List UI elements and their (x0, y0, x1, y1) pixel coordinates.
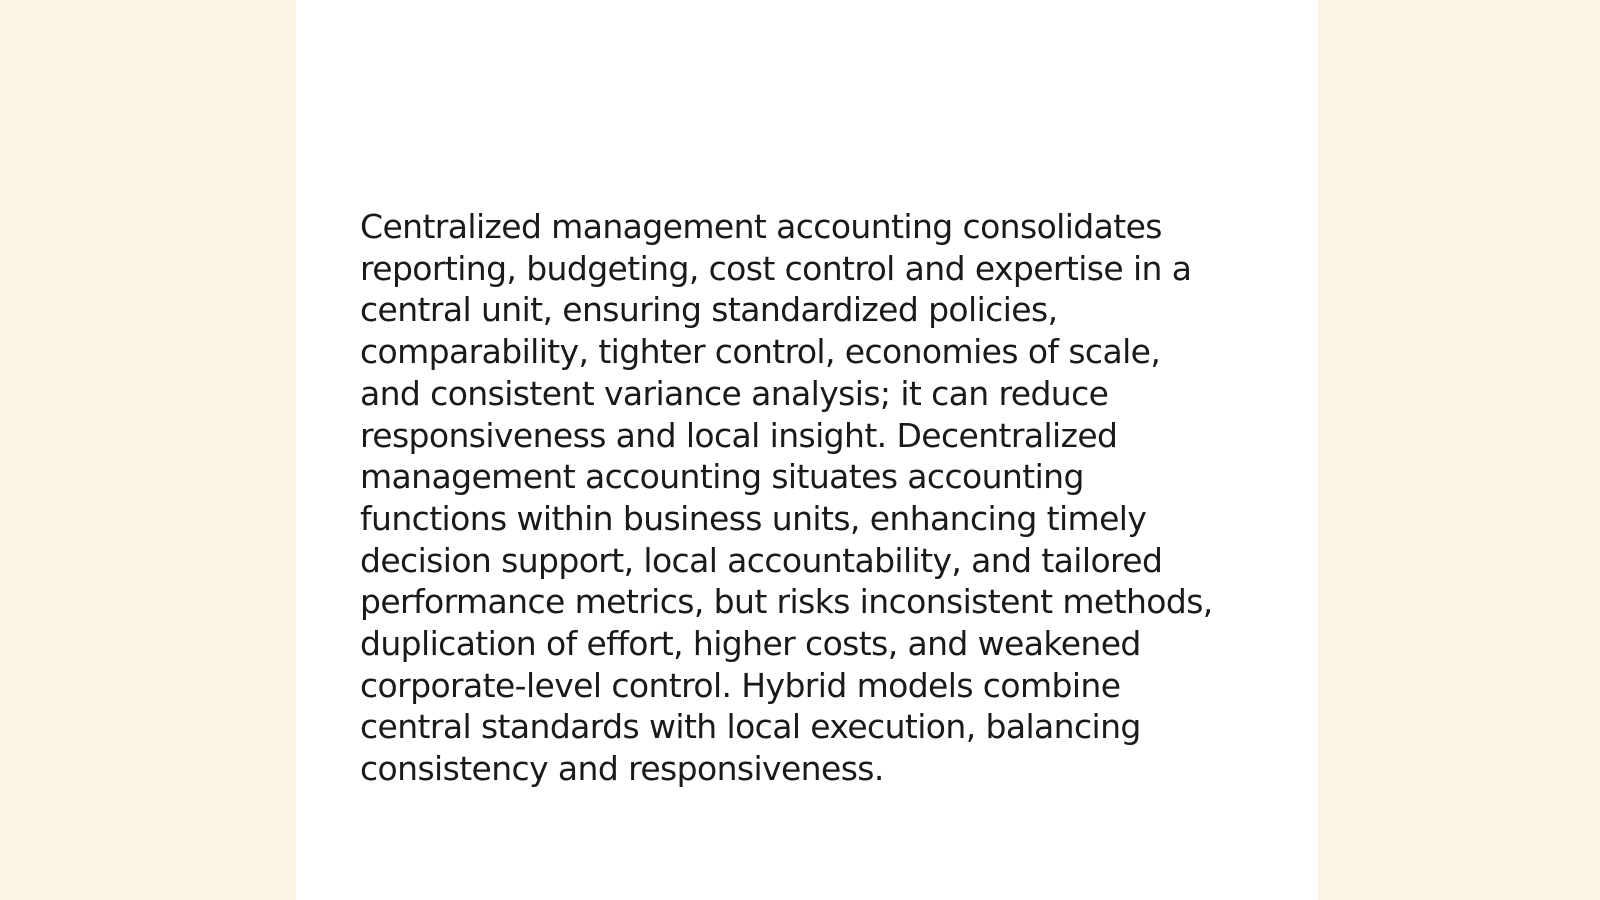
document-page (296, 0, 1318, 900)
body-paragraph: Centralized management accounting consolidates reporting, budgeting, cost control and expertise in a central unit, ensuring standardized policies, comparability, tighter control, economies of scale, and consistent variance analysis; it can reduce responsiveness and local insight. Decentralized management accounting situates accounting functions within business units, enhancing timely decision support, local accountability, and tailored performance metrics, but risks inconsistent methods, duplication of effort, higher costs, and weakened corporate-level control. Hybrid models combine central standards with local execution, balancing consistency and responsiveness. (360, 207, 1213, 789)
